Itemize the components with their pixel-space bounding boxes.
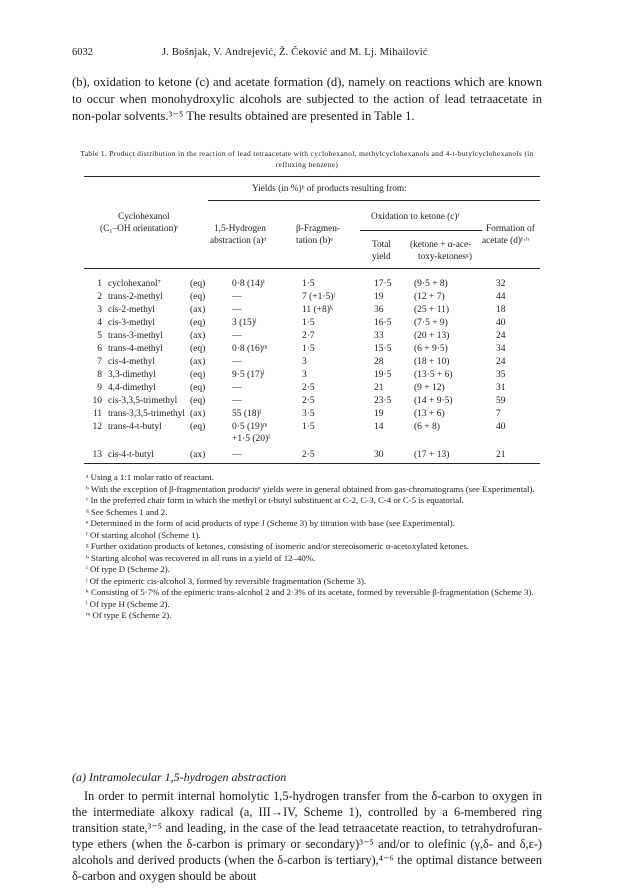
acetate-yield: 40: [496, 422, 506, 432]
footnote: ᵈ See Schemes 1 and 2.: [86, 506, 168, 517]
header-yields: Yields (in %)ᵇ of products resulting from:: [252, 184, 407, 194]
ketone-yield: (13·5 + 6): [414, 370, 453, 380]
ketone-yield: (25 + 11): [414, 305, 450, 315]
table-row: [0, 433, 624, 446]
ketone-yield: (12 + 7): [414, 292, 445, 302]
cyclohexanol-name: 4,4-dimethyl: [108, 383, 156, 393]
total-yield: 17·5: [374, 279, 392, 289]
acetate-yield: 40: [496, 318, 506, 328]
fragmentation: 2·5: [302, 383, 315, 393]
cyclohexanol-name: cyclohexanol⁷: [108, 279, 161, 289]
total-yield: 19·5: [374, 370, 392, 380]
header-formation-2: acetate (d)ᶠ·ʰ: [482, 236, 529, 246]
fragmentation: 7 (+1·5)ʲ: [302, 292, 335, 302]
fragmentation: 2·5: [302, 450, 315, 460]
acetate-yield: 24: [496, 331, 506, 341]
ketone-yield: (17 + 13): [414, 450, 450, 460]
table-row: [0, 395, 624, 408]
header-ketone-2: toxy-ketonesᵍ): [418, 252, 472, 262]
hydrogen-abstraction: —: [232, 396, 242, 406]
total-yield: 16·5: [374, 318, 392, 328]
footnote: ᵉ Determined in the form of acid products of type J (Scheme 3) by titration with base (see Experimental).: [86, 518, 455, 528]
row-number: 6: [97, 344, 102, 354]
acetate-yield: 31: [496, 383, 506, 393]
fragmentation: 2·7: [302, 331, 315, 341]
header-frag-1: β-Fragmen-: [296, 224, 340, 234]
total-yield: 14: [374, 422, 384, 432]
header-formation-1: Formation of: [486, 224, 535, 234]
orientation: (ax): [190, 450, 206, 460]
header-ketone-1: (ketone + α-ace-: [410, 240, 472, 250]
acetate-yield: 7: [496, 409, 501, 419]
ketone-yield: (18 + 10): [414, 357, 450, 367]
hydrogen-abstraction: —: [232, 292, 242, 302]
footnote: ᵐ Of type E (Scheme 2).: [86, 610, 172, 620]
table-row: [0, 317, 624, 330]
row-number: 3: [97, 305, 102, 315]
hydrogen-abstraction: 55 (18)ˡ: [232, 409, 262, 419]
orientation: (ax): [190, 357, 206, 367]
row-number: 9: [97, 383, 102, 393]
orientation: (eq): [190, 370, 206, 380]
ketone-yield: (6 + 8): [414, 422, 440, 432]
acetate-yield: 34: [496, 344, 506, 354]
table-row: [0, 278, 624, 291]
total-yield: 23·5: [374, 396, 392, 406]
footnote: ᵏ Consisting of 5·7% of the epimeric trans-alcohol 2 and 2·3% of its acetate, formed by reversible β-fragmentation (Scheme 3).: [86, 587, 534, 597]
fragmentation: 3: [302, 357, 307, 367]
cyclohexanol-name: cis-4-methyl: [108, 357, 155, 367]
cyclohexanol-name: trans-4-methyl: [108, 344, 163, 354]
table-row: [0, 382, 624, 395]
row-number: 10: [92, 396, 102, 406]
hydrogen-abstraction: 3 (15)ˡ: [232, 318, 257, 328]
table-caption: Table 1. Product distribution in the reaction of lead tetraacetate with cyclohexanol, methylcyclohexanols and 4-t-butylcyclohexanols (in refluxing benzene): [80, 149, 534, 169]
fragmentation: 1·5: [302, 318, 315, 328]
footnote: ᶠ Of starting alcohol (Scheme 1).: [86, 529, 201, 540]
hydrogen-abstraction: —: [232, 383, 242, 393]
acetate-yield: 24: [496, 357, 506, 367]
cyclohexanol-name: trans-3-methyl: [108, 331, 163, 341]
acetate-yield: 18: [496, 305, 506, 315]
orientation: (eq): [190, 344, 206, 354]
orientation: (eq): [190, 422, 206, 432]
row-number: 11: [92, 409, 102, 419]
table-row: [0, 369, 624, 382]
fragmentation: 3: [302, 370, 307, 380]
hydrogen-abstraction: +1·5 (20)ˡ: [232, 434, 270, 444]
row-number: 5: [97, 331, 102, 341]
cyclohexanol-name: cis-3-methyl: [108, 318, 155, 328]
page-number: 6032: [72, 47, 93, 58]
footnote: ᶜ In the preferred chair form in which the methyl or t-butyl substituent at C-2, C-3, C-4 or C-5 is equatorial.: [86, 495, 464, 505]
table-row: [0, 291, 624, 304]
hydrogen-abstraction: —: [232, 357, 242, 367]
table-top-rule: [84, 176, 540, 177]
intro-paragraph: (b), oxidation to ketone (c) and acetate formation (d), namely on reactions which are known to occur when monohydroxylic alcohols are subjected to the action of lead tetraacetate in non-polar solvents.³⁻⁵ The results obtained are presented in Table 1.: [72, 75, 542, 123]
table-row: [0, 356, 624, 369]
hydrogen-abstraction: —: [232, 450, 242, 460]
footnote: ᵇ With the exception of β-fragmentation productsᵉ yields were in general obtained from gas-chromatograms (see Experimental).: [86, 483, 535, 494]
hydrogen-abstraction: 0·8 (14)ⁱ: [232, 279, 265, 289]
footnote: ʲ Of the epimeric cis-alcohol 3, formed by reversible fragmentation (Scheme 3).: [86, 575, 367, 586]
total-yield: 30: [374, 450, 384, 460]
cyclohexanol-name: cis-3,3,5-trimethyl: [108, 396, 178, 406]
fragmentation: 1·5: [302, 422, 315, 432]
ketone-yield: (14 + 9·5): [414, 396, 453, 406]
cyclohexanol-name: cis-4-t-butyl: [108, 450, 154, 460]
body-paragraph: [72, 788, 542, 884]
header-cyclohexanol: Cyclohexanol: [118, 212, 170, 222]
row-number: 8: [97, 370, 102, 380]
hydrogen-abstraction: 9·5 (17)ˡ: [232, 370, 265, 380]
header-total-2: yield: [372, 252, 391, 262]
author-line: J. Bošnjak, V. Andrejević, Ž. Čeković and M. Lj. Mihailović: [162, 47, 428, 58]
table-row: [0, 408, 624, 421]
cyclohexanol-name: cis-2-methyl: [108, 305, 155, 315]
header-oxidation: Oxidation to ketone (c)ᶠ: [371, 212, 460, 222]
header-total-1: Total: [372, 240, 391, 250]
fragmentation: 2·5: [302, 396, 315, 406]
acetate-yield: 35: [496, 370, 506, 380]
cyclohexanol-name: trans-3,3,5-trimethyl: [108, 409, 185, 419]
table-row: [0, 343, 624, 356]
ketone-yield: (7·5 + 9): [414, 318, 448, 328]
total-yield: 36: [374, 305, 384, 315]
row-number: 1: [97, 279, 102, 289]
acetate-yield: 44: [496, 292, 506, 302]
row-number: 7: [97, 357, 102, 367]
footnotes: [72, 472, 542, 622]
orientation: (ax): [190, 305, 206, 315]
footnote: ˡ Of type H (Scheme 2).: [86, 598, 170, 609]
yields-rule: [208, 200, 540, 201]
footnote: ʰ Starting alcohol was recovered in all runs in a yield of 12–40%.: [86, 552, 316, 563]
fragmentation: 11 (+8)ᵏ: [302, 305, 333, 315]
orientation: (eq): [190, 279, 206, 289]
total-yield: 33: [374, 331, 384, 341]
cyclohexanol-name: trans-2-methyl: [108, 292, 163, 302]
hydrogen-abstraction: 0·5 (19)ᵐ: [232, 422, 268, 432]
row-number: 13: [92, 450, 102, 460]
fragmentation: 1·5: [302, 344, 315, 354]
orientation: (eq): [190, 396, 206, 406]
row-number: 2: [97, 292, 102, 302]
orientation: (ax): [190, 331, 206, 341]
acetate-yield: 59: [496, 396, 506, 406]
total-yield: 19: [374, 409, 384, 419]
header-hydrogen-1: 1,5-Hydrogen: [214, 224, 266, 234]
total-yield: 21: [374, 383, 384, 393]
table-row: [0, 304, 624, 317]
body-text: In order to permit internal homolytic 1,5-hydrogen transfer from the δ-carbon to oxygen in the intermediate alkoxy radical (a, III→IV, Scheme 1), controlled by a 6-membered ring transition state,³⁻⁵ and leading, in the case of the lead tetraacetate reaction, to tetrahydrofuran-type ethers (when the δ-carbon is primary or secondary)³⁻⁵ and/or to olefinic (γ,δ- and δ,ε-) alcohols and derived products (when the δ-carbon is tertiary),⁴⁻⁶ the optimal distance between δ-carbon and oxygen should be about: [72, 789, 542, 883]
hydrogen-abstraction: —: [232, 331, 242, 341]
table-row: [0, 330, 624, 343]
cyclohexanol-name: 3,3-dimethyl: [108, 370, 156, 380]
total-yield: 28: [374, 357, 384, 367]
acetate-yield: 32: [496, 279, 506, 289]
orientation: (eq): [190, 318, 206, 328]
total-yield: 19: [374, 292, 384, 302]
total-yield: 15·5: [374, 344, 392, 354]
row-number: 4: [97, 318, 102, 328]
row-number: 12: [92, 422, 102, 432]
orientation: (eq): [190, 383, 206, 393]
header-frag-2: tation (b)ᵉ: [296, 236, 333, 246]
header-bottom-rule: [84, 268, 540, 269]
ketone-yield: (9 + 12): [414, 383, 445, 393]
ketone-yield: (9·5 + 8): [414, 279, 448, 289]
fragmentation: 1·5: [302, 279, 315, 289]
header-hydrogen-2: abstraction (a)ᵈ: [210, 236, 267, 246]
orientation: (eq): [190, 292, 206, 302]
ketone-yield: (6 + 9·5): [414, 344, 448, 354]
table-bottom-rule: [84, 463, 540, 464]
footnote: ᵍ Further oxidation products of ketones, consisting of isomeric and/or stereoisomeric α-acetoxylated ketones.: [86, 541, 469, 551]
footnote: ⁱ Of type D (Scheme 2).: [86, 564, 170, 574]
ketone-yield: (13 + 6): [414, 409, 445, 419]
hydrogen-abstraction: 0·8 (16)ᵐ: [232, 344, 268, 354]
acetate-yield: 21: [496, 450, 506, 460]
cyclohexanol-name: trans-4-t-butyl: [108, 422, 162, 432]
orientation: (ax): [190, 409, 206, 419]
footnote: ᵃ Using a 1:1 molar ratio of reactant.: [86, 472, 214, 482]
ketone-yield: (20 + 13): [414, 331, 450, 341]
oxidation-rule: [360, 230, 482, 231]
section-heading: (a) Intramolecular 1,5-hydrogen abstraction: [72, 770, 287, 784]
header-orientation: (C₁–OH orientation)ᶜ: [100, 224, 179, 234]
fragmentation: 3·5: [302, 409, 315, 419]
table-row: [0, 449, 624, 462]
hydrogen-abstraction: —: [232, 305, 242, 315]
